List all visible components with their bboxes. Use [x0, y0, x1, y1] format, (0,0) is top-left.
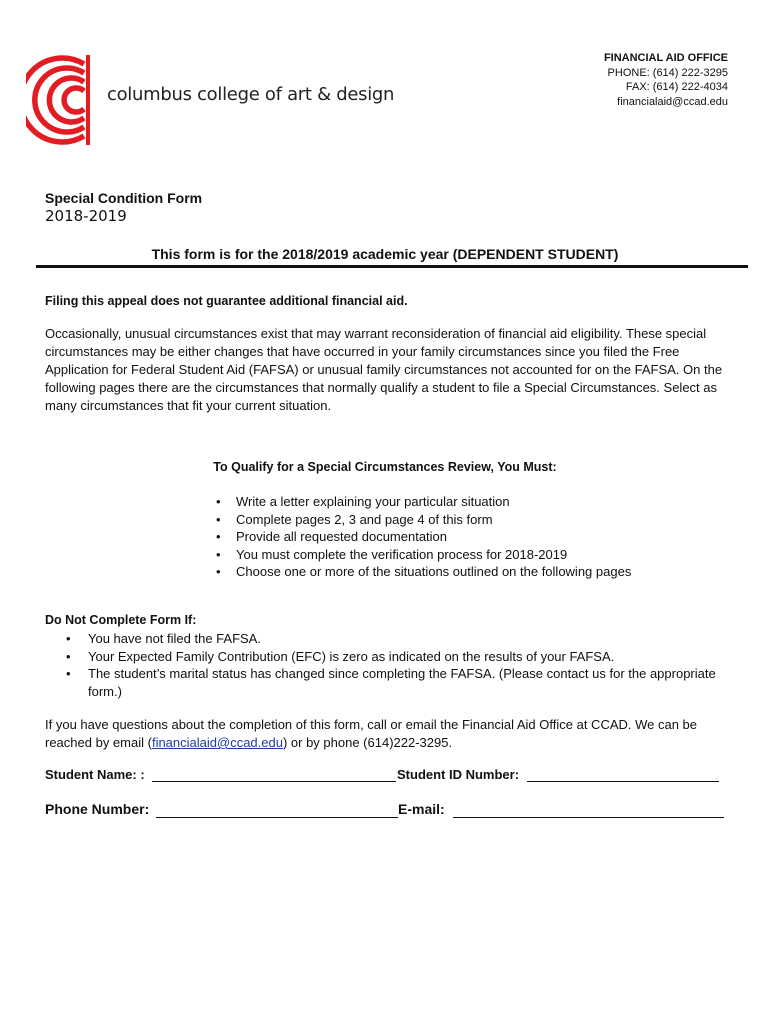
- office-email: financialaid@ccad.edu: [617, 95, 728, 108]
- email-label: E-mail:: [398, 801, 445, 817]
- list-item: • Complete pages 2, 3 and page 4 of this form: [216, 511, 631, 529]
- ccad-logo-icon: [26, 50, 98, 150]
- student-id-label: Student ID Number:: [397, 767, 520, 782]
- list-item: • You must complete the verification process for 2018-2019: [216, 546, 631, 564]
- form-year: 2018-2019: [45, 207, 127, 225]
- ccad-logo-text: columbus college of art & design: [107, 84, 395, 105]
- contact-paragraph: [45, 716, 735, 752]
- list-item: • Write a letter explaining your particular situation: [216, 493, 631, 511]
- list-item: • Choose one or more of the situations outlined on the following pages: [216, 563, 631, 581]
- list-item: • Provide all requested documentation: [216, 528, 631, 546]
- phone-number-label: Phone Number:: [45, 801, 150, 817]
- office-fax: FAX: (614) 222-4034: [625, 81, 728, 93]
- form-title: Special Condition Form: [45, 190, 203, 206]
- student-name-field[interactable]: [152, 781, 396, 782]
- contact-email-link[interactable]: financialaid@ccad.edu: [151, 735, 283, 750]
- list-item: • You have not filed the FAFSA.: [66, 630, 726, 648]
- email-field[interactable]: [453, 817, 724, 818]
- list-item: • Your Expected Family Contribution (EFC) is zero as indicated on the results of your FAFSA.: [66, 648, 726, 666]
- office-title: FINANCIAL AID OFFICE: [603, 52, 728, 64]
- student-name-label: Student Name: :: [45, 767, 145, 782]
- list-item: • The student’s marital status has changed since completing the FAFSA. (Please contact us for the appropriate form.): [66, 665, 726, 700]
- headline-rule: [36, 265, 748, 268]
- contact-text-after: ) or by phone (614)222-3295.: [282, 735, 453, 750]
- qualify-heading: To Qualify for a Special Circumstances Review, You Must:: [213, 460, 557, 474]
- do-not-complete-list: [66, 630, 726, 700]
- intro-paragraph: Occasionally, unusual circumstances exist that may warrant reconsideration of financial aid eligibility. These special circumstances may be either changes that have occurred in your family circumstances since you filed the Free Application for Federal Student Aid (FAFSA) or unusual family circumstances not accounted for on the FAFSA. On the following pages there are the circumstances that normally qualify a student to file a Special Circumstances. Select as many circumstances that fit your current situation.: [45, 326, 723, 413]
- phone-number-field[interactable]: [156, 817, 398, 818]
- office-phone: PHONE: (614) 222-3295: [607, 66, 728, 79]
- office-contact-block: [604, 51, 728, 109]
- contact-text-before: If you have questions about the completion of this form, call or email the Financial Aid Office at CCAD. We can be reached by email (: [45, 717, 698, 750]
- appeal-warning: Filing this appeal does not guarantee additional financial aid.: [45, 294, 408, 308]
- student-id-field[interactable]: [527, 781, 719, 782]
- do-not-complete-heading: Do Not Complete Form If:: [45, 613, 197, 627]
- qualify-list: [216, 493, 631, 581]
- form-headline: This form is for the 2018/2019 academic year (DEPENDENT STUDENT): [151, 246, 619, 262]
